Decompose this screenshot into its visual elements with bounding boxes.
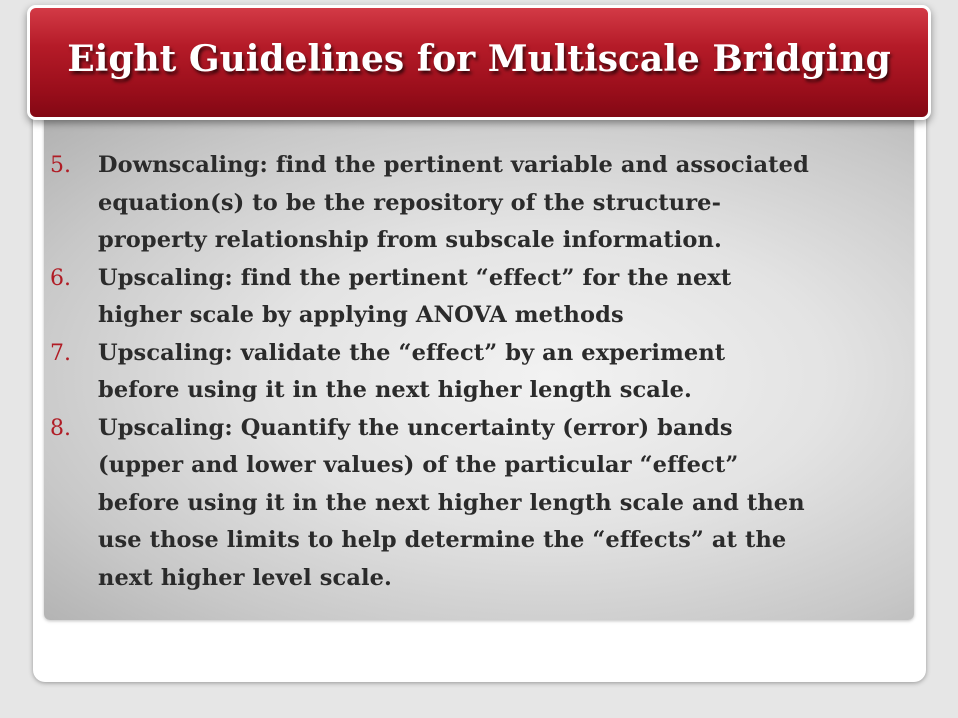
item-number: 8.: [50, 415, 71, 441]
item-line: property relationship from subscale information.: [98, 227, 722, 253]
title-banner: [27, 5, 931, 120]
item-text: [98, 260, 910, 335]
item-line: Downscaling: find the pertinent variable and associated: [98, 152, 809, 178]
item-line: (upper and lower values) of the particular “effect”: [98, 452, 739, 478]
guideline-item-8: [50, 410, 910, 598]
guidelines-list: [50, 147, 910, 597]
item-number: 7.: [50, 340, 71, 366]
item-number: 5.: [50, 153, 71, 178]
item-text: [98, 147, 910, 260]
item-line: Upscaling: find the pertinent “effect” for the next: [98, 264, 732, 291]
item-text: [98, 335, 910, 410]
item-text: [98, 410, 910, 598]
item-line: equation(s) to be the repository of the structure-: [98, 189, 722, 216]
item-line: before using it in the next higher length scale and then: [98, 489, 805, 516]
item-line: before using it in the next higher length scale.: [98, 377, 692, 403]
slide-title: Eight Guidelines for Multiscale Bridging: [67, 37, 891, 80]
guideline-item-7: [50, 335, 910, 410]
item-line: higher scale by applying ANOVA methods: [98, 302, 624, 328]
guideline-item-5: [50, 147, 910, 260]
item-number: 6.: [50, 265, 71, 291]
item-line: Upscaling: validate the “effect” by an experiment: [98, 339, 726, 366]
guideline-item-6: [50, 260, 910, 335]
item-line: next higher level scale.: [98, 564, 392, 591]
item-line: use those limits to help determine the “effects” at the: [98, 527, 787, 553]
item-line: Upscaling: Quantify the uncertainty (error) bands: [98, 414, 733, 441]
